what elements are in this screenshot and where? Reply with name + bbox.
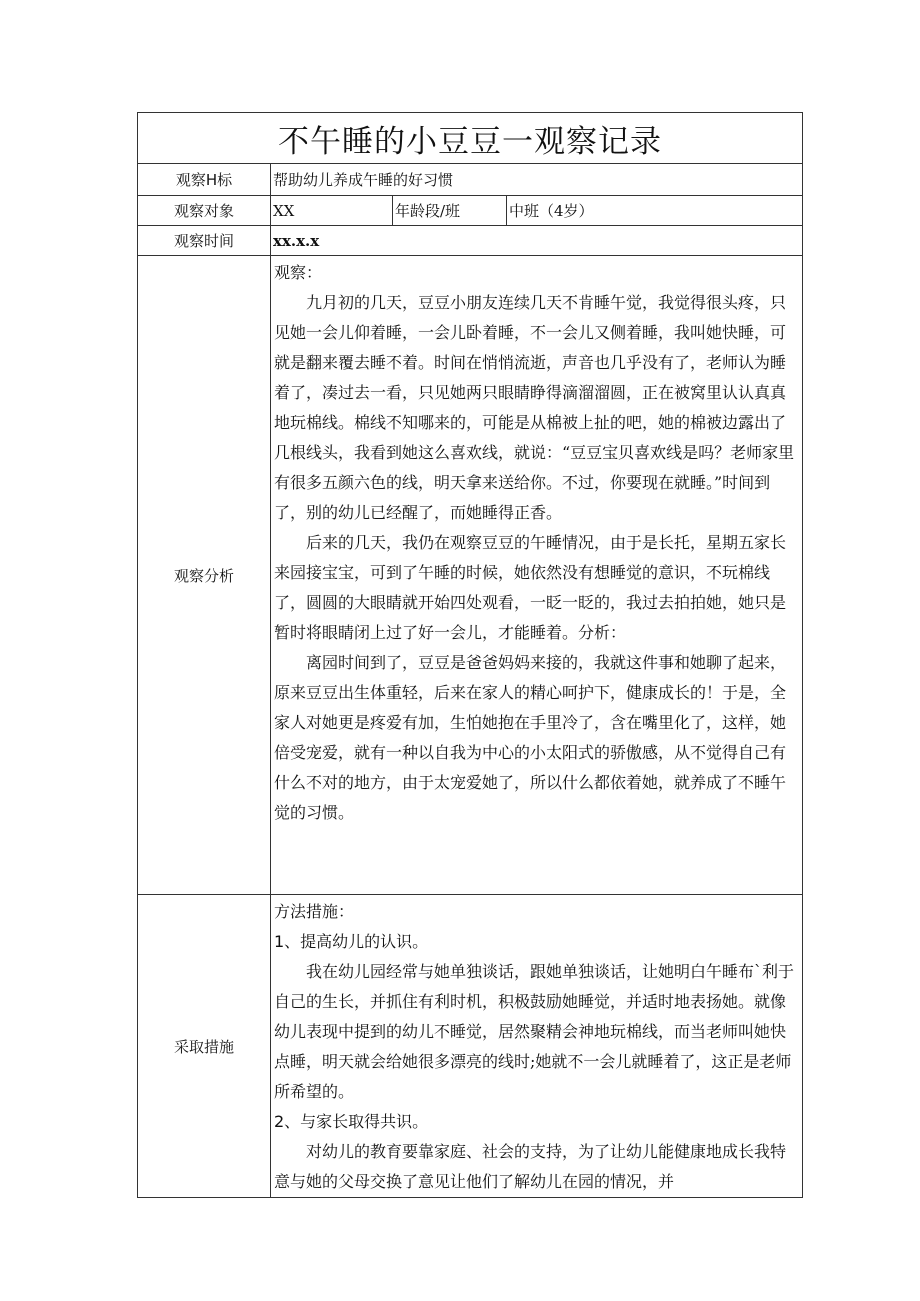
observation-record-table <box>137 112 803 1198</box>
goal-value: 帮助幼儿养成午睡的好习惯 <box>271 164 803 196</box>
analysis-heading: 观察： <box>274 263 323 282</box>
age-group-value: 中班（4岁） <box>507 196 803 226</box>
measure-2-title: 2、与家长取得共识。 <box>274 1112 429 1131</box>
measure-1-text: 我在幼儿园经常与她单独谈话，跟她单独谈话，让她明白午睡布`利于自己的生长，并抓住有利时机，积极鼓励她睡觉，并适时地表扬她。就像幼儿表现中提到的幼儿不睡觉，居然聚精会神地玩棉线，而当老师叫她快点睡，明天就会给她很多漂亮的线时;她就不一会儿就睡着了，这正是老师所希望的。 <box>274 962 795 1101</box>
measure-2-text: 对幼儿的教育要靠家庭、社会的支持，为了让幼儿能健康地成长我特意与她的父母交换了意见让他们了解幼儿在园的情况，并 <box>274 1142 787 1191</box>
subject-label: 观察对象 <box>138 196 271 226</box>
analysis-paragraph-1: 九月初的几天，豆豆小朋友连续几天不肯睡午觉，我觉得很头疼，只见她一会儿仰着睡，一会儿卧着睡，不一会儿又侧着睡，我叫她快睡，可就是翻来覆去睡不着。时间在悄悄流逝，声音也几乎没有了，老师认为睡着了，凑过去一看，只见她两只眼睛睁得滴溜溜圆，正在被窝里认认真真地玩棉线。棉线不知哪来的，可能是从棉被上扯的吧，她的棉被边露出了几根线头，我看到她这么喜欢线，就说：“豆豆宝贝喜欢线是吗？老师家里有很多五颜六色的线，明天拿来送给你。不过，你要现在就睡。”时间到了，别的幼儿已经醒了，而她睡得正香。 <box>274 293 795 522</box>
measure-1-title: 1、提高幼儿的认识。 <box>274 932 429 951</box>
analysis-paragraph-2: 后来的几天，我仍在观察豆豆的午睡情况，由于是长托，星期五家长来园接宝宝，可到了午睡的时候，她依然没有想睡觉的意识，不玩棉线了，圆圆的大眼睛就开始四处观看，一眨一眨的，我过去拍拍她，她只是暂时将眼睛闭上过了好一会儿，才能睡着。分析： <box>274 533 787 642</box>
goal-label: 观察H标 <box>138 164 271 196</box>
analysis-paragraph-3: 离园时间到了，豆豆是爸爸妈妈来接的，我就这件事和她聊了起来，原来豆豆出生体重轻，后来在家人的精心呵护下，健康成长的！于是，全家人对她更是疼爱有加，生怕她抱在手里冷了，含在嘴里化了，这样，她倍受宠爱，就有一种以自我为中心的小太阳式的骄傲感，从不觉得自己有什么不对的地方，由于太宠爱她了，所以什么都依着她，就养成了不睡午觉的习惯。 <box>274 653 787 822</box>
measures-label: 采取措施 <box>138 895 271 1198</box>
measures-content <box>271 895 803 1198</box>
age-group-label: 年龄段/班 <box>393 196 507 226</box>
measures-heading: 方法措施： <box>274 902 355 921</box>
time-label: 观察时间 <box>138 226 271 256</box>
time-value: xx.x.x <box>271 226 803 256</box>
analysis-content <box>271 256 803 895</box>
subject-value: XX <box>271 196 393 226</box>
analysis-label: 观察分析 <box>138 256 271 895</box>
document-title: 不午睡的小豆豆一观察记录 <box>138 113 803 164</box>
